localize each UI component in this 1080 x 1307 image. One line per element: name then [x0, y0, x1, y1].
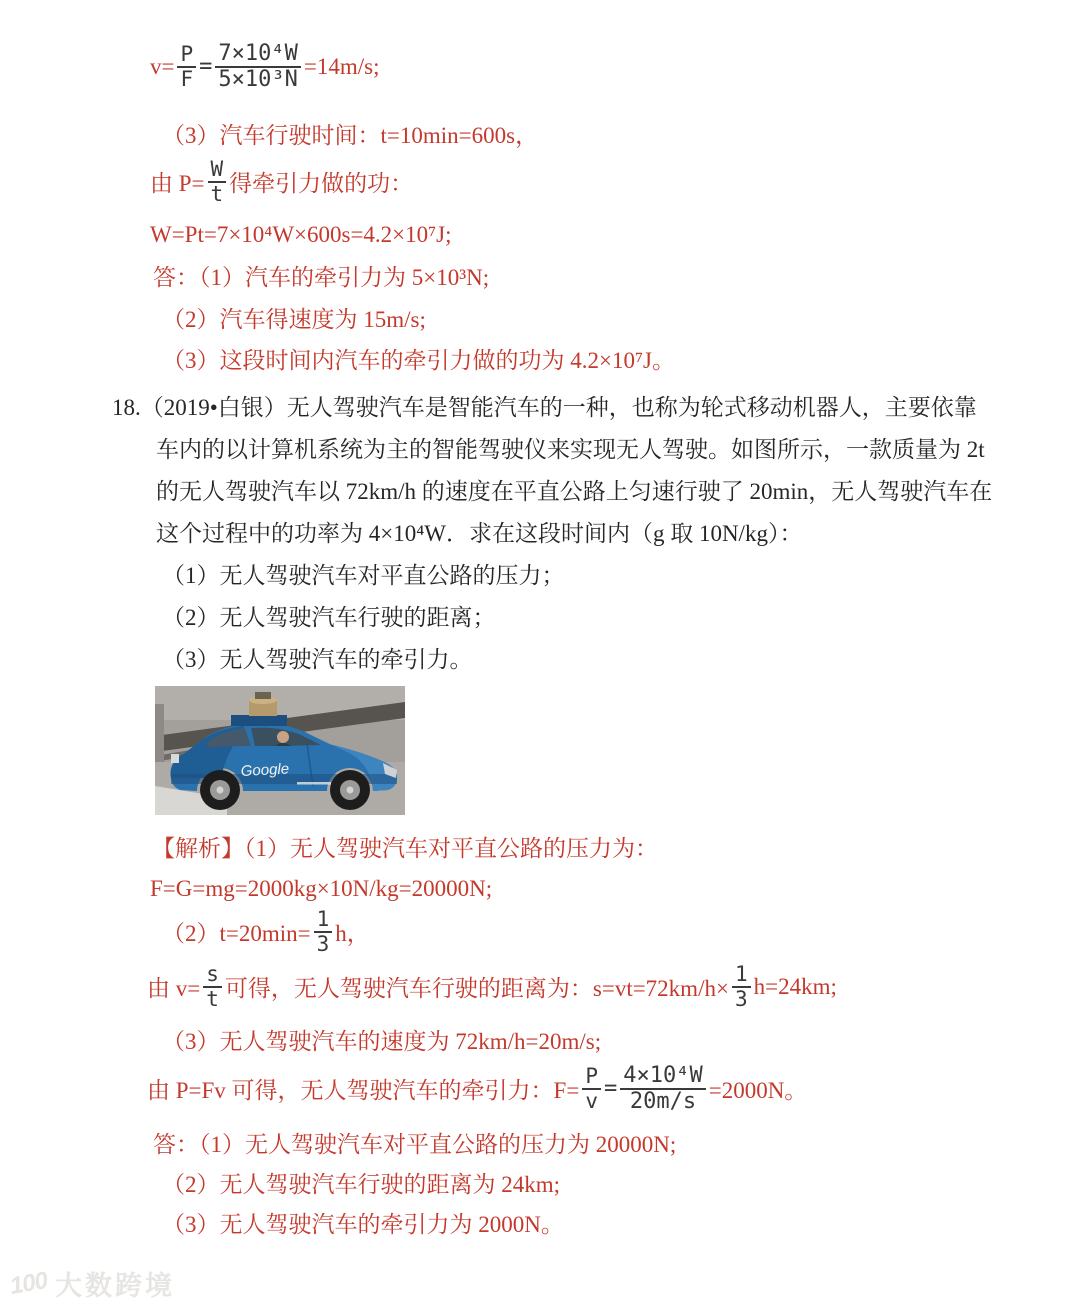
fraction-denominator: 5×10³N [218, 66, 298, 92]
fraction-p-over-v [582, 1065, 601, 1112]
fraction-denominator: t [206, 986, 219, 1011]
fraction-power-over-speed [620, 1064, 705, 1114]
eq-result: =14m/s; [303, 53, 380, 79]
eq-result: h=24km; [753, 973, 837, 999]
car-brand-label: Google [240, 760, 290, 780]
final-answer-3: （3）无人驾驶汽车的牵引力为 2000N。 [162, 1212, 564, 1237]
fraction-one-third [732, 963, 751, 1010]
question-sub-1: （1）无人驾驶汽车对平直公路的压力； [162, 563, 565, 588]
equals-sign: = [603, 1076, 618, 1102]
fraction-numerator: 1 [732, 963, 751, 988]
analysis-speed-line: （3）无人驾驶汽车的速度为 72km/h=20m/s; [162, 1029, 602, 1054]
fraction-denominator: F [180, 66, 194, 91]
analysis-distance-equation [147, 963, 837, 1010]
fraction-numerator: W [208, 158, 227, 183]
analysis-force-line: F=G=mg=2000kg×10N/kg=20000N; [150, 876, 493, 901]
prev-answer-3: （3）这段时间内汽车的牵引力做的功为 4.2×10⁷J。 [162, 348, 675, 373]
google-self-driving-car-image [155, 686, 405, 815]
prev-work-calc-line: W=Pt=7×10⁴W×600s=4.2×10⁷J; [150, 222, 452, 247]
eq-middle: 可得，无人驾驶汽车行驶的距离为：s=vt=72km/h× [224, 976, 729, 1002]
fraction-denominator: 20m/s [629, 1088, 697, 1114]
equals-sign: = [199, 54, 213, 80]
question-sub-3: （3）无人驾驶汽车的牵引力。 [162, 647, 473, 672]
question-sub-2: （2）无人驾驶汽车行驶的距离； [162, 605, 496, 630]
fraction-denominator: t [210, 181, 224, 206]
fraction-numerator: 4×10⁴W [620, 1064, 705, 1090]
eq-result: =2000N。 [708, 1078, 808, 1104]
watermark-text: 大数跨境 [55, 1271, 176, 1301]
eq-prefix: 由 P=Fv 可得，无人驾驶汽车的牵引力：F= [147, 1078, 580, 1104]
fraction-numerator: 7×10⁴W [215, 42, 300, 68]
question-line-1 [112, 394, 977, 422]
watermark [7, 1264, 176, 1303]
fraction-one-third [314, 908, 333, 955]
fraction-numerator: P [582, 1065, 601, 1090]
final-answer-2: （2）无人驾驶汽车行驶的距离为 24km; [162, 1172, 561, 1197]
watermark-logo-icon: 100 [7, 1266, 50, 1300]
prev-time-line: （3）汽车行驶时间：t=10min=600s， [162, 123, 539, 148]
fraction-denominator: v [585, 1088, 598, 1113]
final-answer-1: 答：（1）无人驾驶汽车对平直公路的压力为 20000N; [153, 1132, 677, 1157]
question-line-4: 这个过程中的功率为 4×10⁴W．求在这段时间内（g 取 10N/kg）： [156, 521, 803, 546]
analysis-header-line: 【解析】（1）无人驾驶汽车对平直公路的压力为： [152, 836, 658, 861]
fraction-s-over-t [203, 963, 222, 1010]
question-line-3: 的无人驾驶汽车以 72km/h 的速度在平直公路上匀速行驶了 20min，无人驾驶汽车在 [156, 479, 993, 504]
prev-answer-1: 答：（1）汽车的牵引力为 5×10³N; [153, 265, 490, 290]
fraction-p-over-f [177, 43, 196, 90]
question-number: 18. [112, 395, 141, 420]
question-text: （2019•白银）无人驾驶汽车是智能汽车的一种，也称为轮式移动机器人，主要依靠 [140, 395, 977, 420]
eq-prefix: （2）t=20min= [162, 921, 311, 947]
eq-suffix: h， [335, 921, 370, 947]
fraction-w-over-t [208, 158, 227, 205]
car-figure [155, 686, 405, 815]
eq-suffix: 得牵引力做的功： [229, 171, 414, 197]
fraction-numerator: s [203, 963, 222, 988]
fraction-power-over-force [215, 42, 300, 92]
eq-prefix: 由 P= [150, 171, 205, 197]
analysis-time-equation [162, 908, 370, 955]
question-line-2: 车内的以计算机系统为主的智能驾驶仪来实现无人驾驶。如图所示，一款质量为 2t [156, 437, 985, 462]
fraction-denominator: 3 [734, 986, 748, 1011]
prev-speed-equation [150, 42, 379, 92]
prev-work-formula-line [150, 158, 413, 205]
analysis-traction-equation [147, 1064, 807, 1114]
fraction-numerator: 1 [314, 908, 333, 933]
eq-prefix: v= [150, 53, 175, 79]
fraction-numerator: P [177, 43, 196, 68]
fraction-denominator: 3 [316, 931, 330, 956]
prev-answer-2: （2）汽车得速度为 15m/s; [162, 307, 426, 332]
eq-prefix: 由 v= [147, 976, 201, 1002]
